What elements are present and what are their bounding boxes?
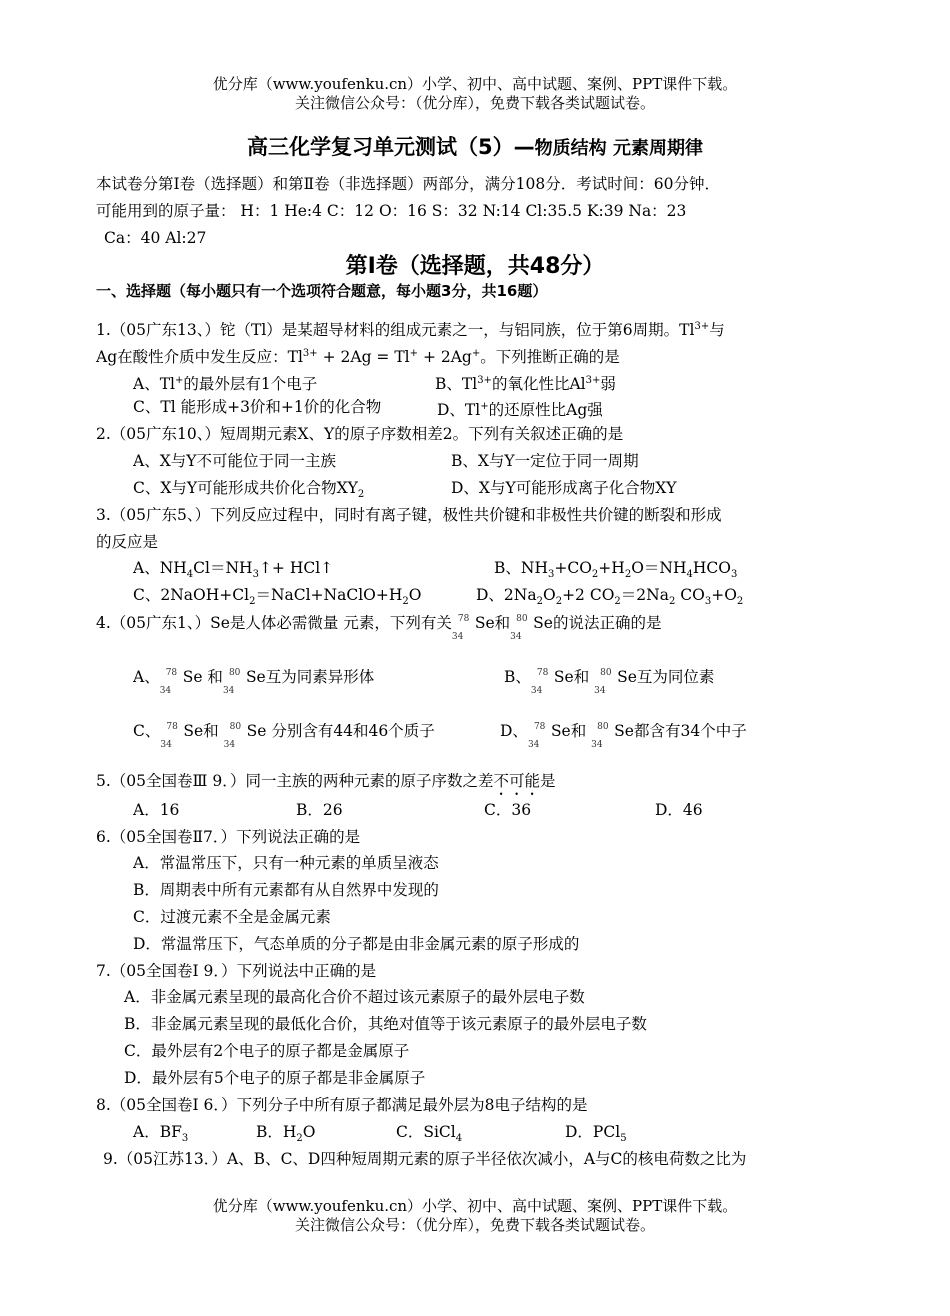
isotope-se-78: 78 34 — [451, 614, 470, 642]
intro-line-1: 本试卷分第Ⅰ卷（选择题）和第Ⅱ卷（非选择题）两部分，满分108分．考试时间：60分钟． — [96, 175, 720, 193]
q8-option-c: C．SiCl$_4$ — [396, 1123, 463, 1145]
q5-stem: 5.（05全国卷Ⅲ 9．）同一主族的两种元素的原子序数之差不可能是 — [96, 772, 556, 790]
q6-option-b: B．周期表中所有元素都有从自然界中发现的 — [133, 881, 439, 899]
q3-option-a: A、$NH_4Cl=NH_3↑+$ HCl↑ — [133, 559, 334, 581]
q8-option-d: D．PCl$_5$ — [565, 1123, 627, 1145]
q7-stem: 7.（05全国卷Ⅰ 9．）下列说法中正确的是 — [96, 962, 377, 980]
q5-option-c: C．36 — [484, 801, 532, 819]
q8-option-b: B．$H_2O$ — [256, 1123, 316, 1145]
isotope-se-80: 80 34 — [510, 614, 528, 642]
q6-option-d: D．常温常压下，气态单质的分子都是由非金属元素的原子形成的 — [133, 935, 580, 953]
q3-stem-line-2: 的反应是 — [96, 533, 159, 551]
q6-stem: 6.（05全国卷Ⅱ7．）下列说法正确的是 — [96, 828, 361, 846]
q1-option-d: D、Tl+的还原性比Ag强 — [437, 401, 603, 420]
q5-option-b: B．26 — [296, 801, 343, 819]
q4-option-c: C、 78 34 Se和 80 34 Se 分别含有44和46个质子 — [133, 722, 435, 750]
q7-option-c: C．最外层有2个电子的原子都是金属原子 — [124, 1042, 410, 1060]
q8-stem: 8.（05全国卷Ⅰ 6．）下列分子中所有原子都满足最外层为8电子结构的是 — [96, 1096, 588, 1114]
intro-line-3: Ca：40 Al:27 — [104, 229, 207, 247]
q1-option-a: A、Tl+的最外层有1个电子 — [133, 375, 318, 394]
q3-option-b: B、$NH_3+CO_2+H_2O=NH_4HCO_3$ — [494, 559, 738, 581]
q3-option-c: C、$2NaOH+Cl_2=NaCl+NaClO+H_2O$ — [133, 586, 422, 608]
title-dash: — — [513, 135, 535, 159]
section-title: 第Ⅰ卷（选择题，共48分） — [345, 254, 605, 279]
q1-stem-line-1: 1.（05广东13、）铊（Tl）是某超导材料的组成元素之一，与铝同族，位于第6周期。$Tl^{3+}$与 — [96, 321, 725, 340]
q1-option-c: C、Tl 能形成+3价和+1价的化合物 — [133, 398, 382, 416]
q7-option-a: A．非金属元素呈现的最高化合价不超过该元素原子的最外层电子数 — [124, 988, 585, 1006]
q4-option-b: B、 78 34 Se和 80 34 Se互为同位素 — [504, 668, 715, 696]
footer-line-1: 优分库（www.youfenku.cn）小学、初中、高中试题、案例、PPT课件下载。 — [212, 1197, 738, 1215]
header-line-1: 优分库（www.youfenku.cn）小学、初中、高中试题、案例、PPT课件下载。 — [212, 75, 738, 93]
footer-line-2: 关注微信公众号：（优分库），免费下载各类试题试卷。 — [294, 1216, 655, 1234]
q2-option-d: D、X与Y可能形成离子化合物XY — [451, 479, 677, 497]
q2-option-b: B、X与Y一定位于同一周期 — [451, 452, 639, 470]
q5-option-d: D．46 — [655, 801, 703, 819]
q6-option-a: A．常温常压下，只有一种元素的单质呈液态 — [133, 854, 439, 872]
q4-option-a: A、 78 34 Se 和 80 34 Se互为同素异形体 — [133, 668, 375, 696]
q2-option-a: A、X与Y不可能位于同一主族 — [133, 452, 336, 470]
header-line-2: 关注微信公众号：（优分库），免费下载各类试题试卷。 — [294, 94, 655, 112]
page-title — [0, 131, 950, 161]
q5-option-a: A．16 — [133, 801, 180, 819]
q3-option-d: D、$2Na_2O_2+2$ $CO_2=2Na_2$ $CO_3+O_2$ — [476, 586, 744, 608]
title-main: 高三化学复习单元测试（5） — [247, 135, 514, 159]
q4-stem: 4.（05广东1、）Se是人体必需微量 元素，下列有关 78 34 Se和 80 34 Se的说法正确的是 — [96, 614, 662, 642]
intro-line-2: 可能用到的原子量： H：1 He:4 C：12 O：16 S：32 N:14 Cl:35.5 K:39 Na：23 — [96, 202, 687, 220]
q7-option-d: D．最外层有5个电子的原子都是非金属原子 — [124, 1069, 426, 1087]
section-heading: 一、选择题（每小题只有一个选项符合题意，每小题3分，共16题） — [96, 282, 548, 300]
q5-emphasis: 不可能 — [493, 772, 541, 790]
q2-option-c: C、X与Y可能形成共价化合物$XY_2$ — [133, 479, 365, 501]
q3-stem-line-1: 3.（05广东5、）下列反应过程中，同时有离子键，极性共价键和非极性共价键的断裂和形成 — [96, 506, 722, 524]
q8-option-a: A．$BF_3$ — [133, 1123, 189, 1145]
q7-option-b: B．非金属元素呈现的最低化合价，其绝对值等于该元素原子的最外层电子数 — [124, 1015, 647, 1033]
q1-stem-line-2: Ag在酸性介质中发生反应：$Tl^{3+} + 2Ag = Tl^+ + 2Ag^+$。下列推断正确的是 — [96, 348, 620, 367]
title-subtitle: 物质结构 元素周期律 — [534, 138, 703, 159]
q9-stem: 9.（05江苏13．）A、B、C、D四种短周期元素的原子半径依次减小，A与C的核电荷数之比为 — [103, 1150, 747, 1168]
q6-option-c: C．过渡元素不全是金属元素 — [133, 908, 331, 926]
q4-option-d: D、 78 34 Se和 80 34 Se都含有34个中子 — [500, 722, 747, 750]
q1-option-b: B、$Tl^{3+}$的氧化性比$Al^{3+}$弱 — [435, 375, 616, 394]
q2-stem: 2.（05广东10、）短周期元素X、Y的原子序数相差2。下列有关叙述正确的是 — [96, 425, 624, 443]
